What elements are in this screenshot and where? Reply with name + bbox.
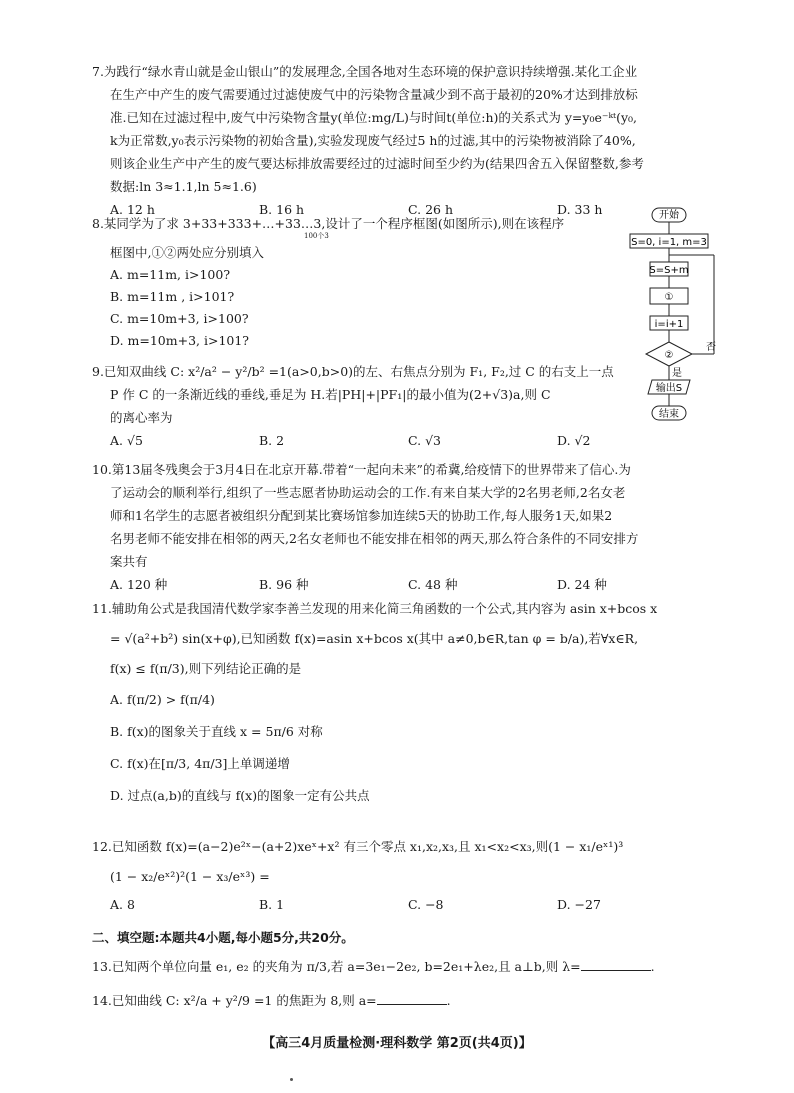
q9-options [92, 429, 706, 452]
q8-line: 框图中,①②两处应分别填入 [110, 245, 264, 260]
option-a: A. 120 种 [110, 577, 168, 592]
option-b: B. 16 h [259, 202, 305, 217]
q7-line: k为正常数,y₀表示污染物的初始含量),实验发现废气经过5 h的过滤,其中的污染物被消除了40%, [110, 133, 636, 148]
flowchart-increment-label: i=i+1 [654, 319, 684, 330]
question-12 [92, 832, 706, 918]
q11-line: = √(a²+b²) sin(x+φ),已知函数 f(x)=asin x+bcos x(其中 a≠0,b∈R,tan φ = b/a),若∀x∈R, [110, 631, 639, 646]
q12-line: (1 − x₂/eˣ²)²(1 − x₃/eˣ³) = [110, 869, 270, 884]
q11-line: f(x) ≤ f(π/3),则下列结论正确的是 [110, 661, 302, 676]
q10-line: 名男老师不能安排在相邻的两天,2名女老师也不能安排在相邻的两天,那么符合条件的不同安排方 [110, 531, 639, 546]
option-d: D. √2 [557, 433, 591, 448]
q11-options [92, 684, 706, 812]
flowchart-no-label: 否 [706, 342, 716, 353]
q7-line: 数据:ln 3≈1.1,ln 5≈1.6) [110, 179, 257, 194]
q9-line: 9.已知双曲线 C: x²/a² − y²/b² =1(a>0,b>0)的左、右焦点分别为 F₁, F₂,过 C 的右支上一点 [92, 364, 614, 379]
page-footer: 【高三4月质量检测·理科数学 第2页(共4页)】 [262, 1036, 532, 1051]
question-11 [92, 594, 706, 812]
q10-line: 案共有 [110, 554, 148, 569]
question-9 [92, 360, 622, 429]
q13-answer-blank[interactable] [581, 958, 651, 971]
option-b: B. 2 [259, 433, 285, 448]
q10-options [92, 573, 706, 596]
flowchart-condition-label: ② [664, 350, 674, 361]
option-d: D. 过点(a,b)的直线与 f(x)的图象一定有公共点 [110, 788, 370, 803]
option-a: A. f(π/2) > f(π/4) [110, 692, 215, 707]
option-b: B. 1 [259, 897, 285, 912]
option-a: A. m=11m, i>100? [110, 267, 231, 282]
question-13: 13.已知两个单位向量 e₁, e₂ 的夹角为 π/3,若 a=3e₁−2e₂, b=2e₁+λe₂,且 a⊥b,则 λ= . [92, 959, 655, 974]
program-flowchart [626, 204, 726, 434]
option-c: C. f(x)在[π/3, 4π/3]上单调递增 [110, 756, 290, 771]
q9-line: P 作 C 的一条渐近线的垂线,垂足为 H.若|PH|+|PF₁|的最小值为(2+√3)a,则 C [110, 387, 551, 402]
q7-line: 则该企业生产中产生的废气要达标排放需要经过的过滤时间至少约为(结果四舍五入保留整数,参考 [110, 156, 644, 171]
question-10 [92, 458, 706, 596]
option-b: B. f(x)的图象关于直线 x = 5π/6 对称 [110, 724, 323, 739]
question-7 [92, 60, 706, 221]
q10-line: 了运动会的顺利举行,组织了一些志愿者协助运动会的工作.有来自某大学的2名男老师,2名女老 [110, 485, 626, 500]
scan-speck [290, 1078, 293, 1081]
flowchart-yes-label: 是 [672, 368, 682, 379]
q12-line: 12.已知函数 f(x)=(a−2)e²ˣ−(a+2)xeˣ+x² 有三个零点 x₁,x₂,x₃,且 x₁<x₂<x₃,则(1 − x₁/eˣ¹)³ [92, 839, 624, 854]
q14-answer-blank[interactable] [377, 992, 447, 1005]
q7-line: 在生产中产生的废气需要通过过滤使废气中的污染物含量减少到不高于最初的20%才达到排放标 [110, 87, 638, 102]
section-heading: 二、填空题:本题共4小题,每小题5分,共20分。 [92, 930, 354, 945]
flowchart-box1-label: ① [664, 292, 674, 303]
question-14: 14.已知曲线 C: x²/a + y²/9 =1 的焦距为 8,则 a= . [92, 993, 451, 1008]
option-c: C. m=10m+3, i>100? [110, 311, 249, 326]
flowchart-output-label: 输出S [655, 383, 683, 394]
q8-options [92, 264, 622, 352]
q13-text: 13.已知两个单位向量 e₁, e₂ 的夹角为 π/3,若 a=3e₁−2e₂, b=2e₁+λe₂,且 a⊥b,则 λ= [92, 959, 581, 974]
q9-line: 的离心率为 [110, 410, 173, 425]
flowchart-start-label: 开始 [659, 210, 679, 221]
option-d: D. m=10m+3, i>101? [110, 333, 250, 348]
option-d: D. 24 种 [557, 577, 607, 592]
q7-line: 准.已知在过滤过程中,废气中污染物含量y(单位:mg/L)与时间t(单位:h)的关系式为 y=y₀e⁻ᵏᵗ(y₀, [110, 110, 638, 125]
option-c: C. 26 h [408, 202, 453, 217]
q11-line: 11.辅助角公式是我国清代数学家李善兰发现的用来化简三角函数的一个公式,其内容为 asin x+bcos x [92, 601, 658, 616]
option-a: A. 12 h [110, 202, 155, 217]
option-b: B. 96 种 [259, 577, 309, 592]
q9-options-row [92, 429, 706, 452]
option-c: C. −8 [408, 897, 444, 912]
option-c: C. √3 [408, 433, 441, 448]
flowchart-sum-label: S=S+m [649, 265, 689, 276]
q7-line: 7.为践行“绿水青山就是金山银山”的发展理念,全国各地对生态环境的保护意识持续增强.某化工企业 [92, 64, 638, 79]
question-8 [92, 212, 622, 352]
option-d: D. 33 h [557, 202, 603, 217]
q12-options [92, 892, 706, 918]
option-d: D. −27 [557, 897, 601, 912]
q8-line: 8.某同学为了求 3+33+333+…+33…3,设计了一个程序框图(如图所示),则在该程序 [92, 216, 565, 231]
option-a: A. 8 [110, 897, 135, 912]
flowchart-init-label: S=0, i=1, m=3 [631, 237, 707, 248]
option-b: B. m=11m , i>101? [110, 289, 235, 304]
option-a: A. √5 [110, 433, 143, 448]
q10-line: 师和1名学生的志愿者被组织分配到某比赛场馆参加连续5天的协助工作,每人服务1天,如果2 [110, 508, 613, 523]
option-c: C. 48 种 [408, 577, 458, 592]
flowchart-end-label: 结束 [659, 409, 679, 420]
q14-text: 14.已知曲线 C: x²/a + y²/9 =1 的焦距为 8,则 a= [92, 993, 377, 1008]
q10-line: 10.第13届冬残奥会于3月4日在北京开幕.带着“一起向未来”的希冀,给疫情下的世界带来了信心.为 [92, 462, 631, 477]
q8-subscript: 100个3 [304, 232, 329, 240]
